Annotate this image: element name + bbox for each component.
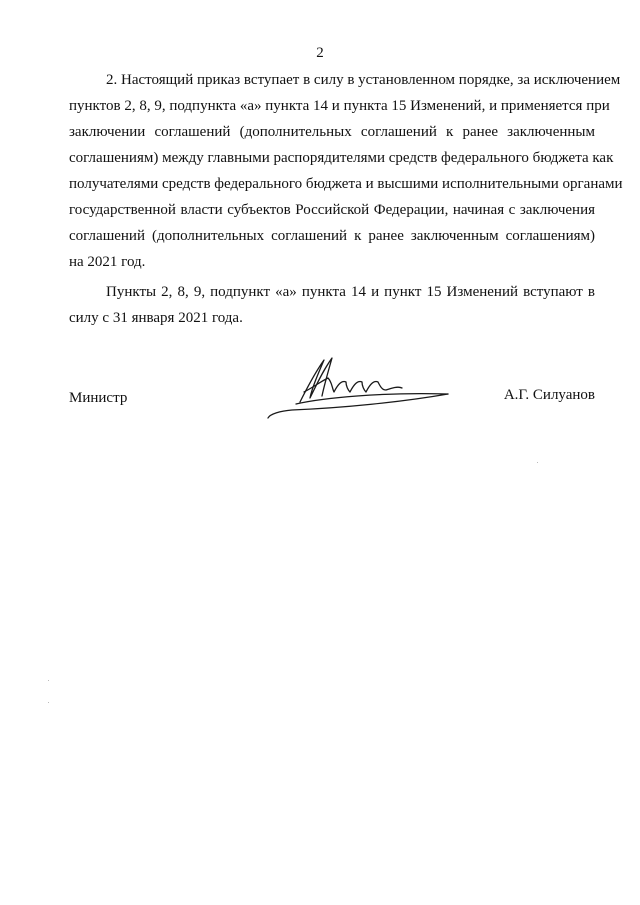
scan-speck <box>48 680 49 681</box>
paragraph-line: 2. Настоящий приказ вступает в силу в установленном порядке, за исключением <box>106 72 621 88</box>
paragraph-line: силу с 31 января 2021 года. <box>69 310 243 326</box>
paragraph-line: получателями средств федерального бюджета и высшими исполнительными органами <box>69 176 623 192</box>
signature-block <box>69 384 595 406</box>
paragraph-line: на 2021 год. <box>69 254 146 270</box>
signatory-name: А.Г. Силуанов <box>503 387 595 403</box>
paragraph-exceptions-date <box>69 279 595 331</box>
paragraph-line: заключении соглашений (дополнительных соглашений к ранее заключенным <box>69 124 595 140</box>
signatory-title: Министр <box>69 390 128 406</box>
scan-speck <box>48 702 49 703</box>
paragraph-effective-date <box>69 67 623 275</box>
paragraph-line: государственной власти субъектов Российской Федерации, начиная с заключения <box>69 202 595 218</box>
scan-speck <box>537 462 538 463</box>
paragraph-line: Пункты 2, 8, 9, подпункт «а» пункта 14 и пункт 15 Изменений вступают в <box>106 284 595 300</box>
page-number: 2 <box>316 45 324 61</box>
paragraph-line: соглашениям) между главными распорядителями средств федерального бюджета как <box>69 150 614 166</box>
paragraph-line: пунктов 2, 8, 9, подпункта «а» пункта 14 и пункта 15 Изменений, и применяется при <box>69 98 610 114</box>
paragraph-line: соглашений (дополнительных соглашений к ранее заключенным соглашениям) <box>69 228 595 244</box>
